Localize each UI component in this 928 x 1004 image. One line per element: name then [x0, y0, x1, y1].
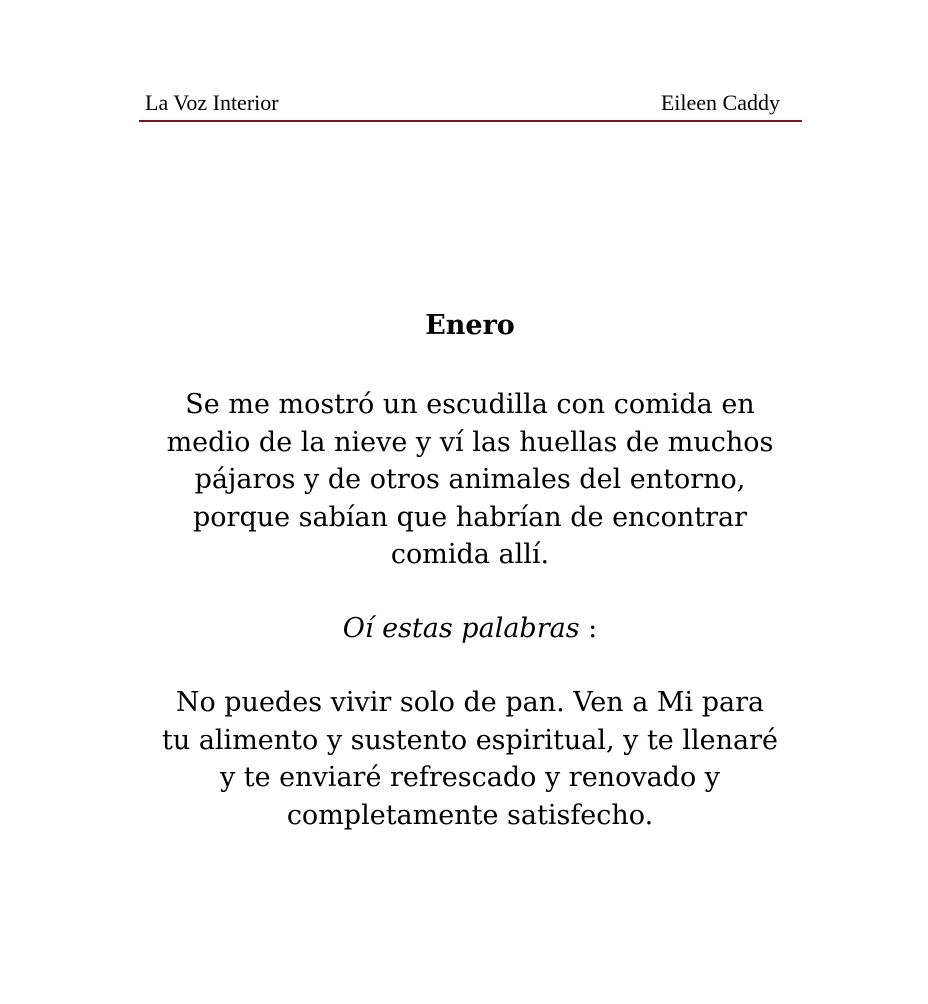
text-line: comida allí.	[390, 539, 550, 570]
paragraph-message	[130, 684, 810, 834]
text-line: completamente satisfecho.	[286, 799, 654, 831]
intro-colon: :	[579, 613, 598, 644]
text-line: No puedes vivir solo de pan. Ven a Mi para	[175, 687, 765, 718]
intro-line	[130, 610, 810, 648]
text-line: tu alimento y sustento espiritual, y te llenaré	[162, 724, 778, 756]
month-title: Enero	[425, 310, 515, 341]
text-line: porque sabían que habrían de encontrar	[193, 501, 747, 533]
text-line: y te enviaré refrescado y renovado y	[219, 762, 721, 793]
paragraph-intro	[130, 610, 810, 648]
page-header	[139, 88, 802, 122]
text-line: pájaros y de otros animales del entorno,	[194, 464, 746, 495]
paragraph-vision	[130, 386, 810, 574]
text-line: Se me mostró un escudilla con comida en	[185, 389, 755, 420]
book-title: La Voz Interior	[145, 90, 279, 115]
text-line: medio de la nieve y ví las huellas de muchos	[166, 426, 774, 458]
author-name: Eileen Caddy	[660, 90, 780, 115]
intro-italic-text: Oí estas palabras	[342, 613, 580, 644]
